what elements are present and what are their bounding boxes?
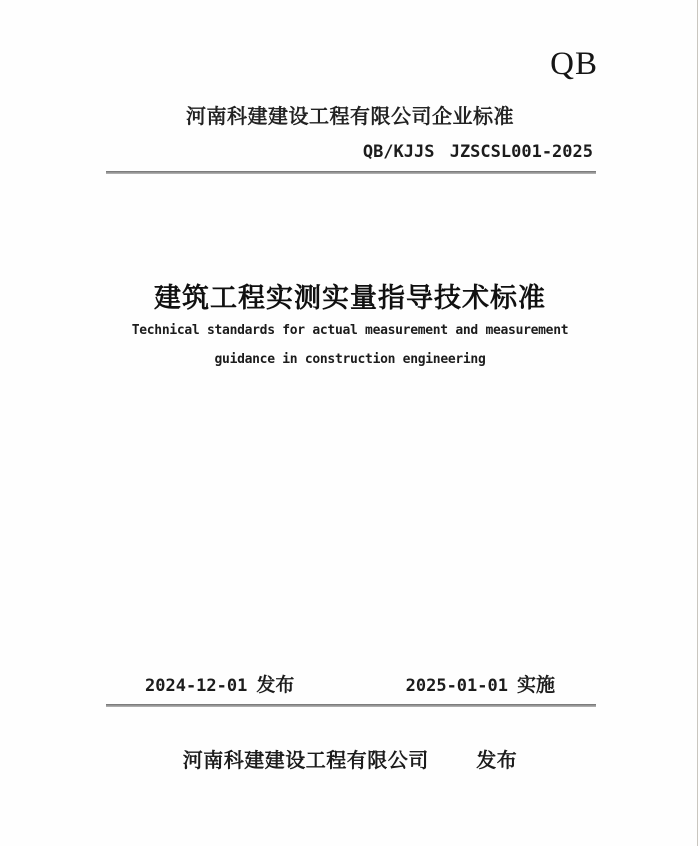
- document-title-en-line2: guidance in construction engineering: [214, 352, 486, 367]
- publish-action-label: 发布: [476, 750, 518, 772]
- implement-date-label: 实施: [516, 675, 555, 696]
- document-title-en-line1: Technical standards for actual measurement and measurement: [131, 323, 569, 338]
- implement-date: 2025-01-01: [405, 676, 508, 696]
- publisher-name: 河南科建建设工程有限公司: [182, 750, 429, 772]
- header-rule: [106, 171, 596, 174]
- footer-rule: [106, 704, 596, 707]
- issue-date: 2024-12-01: [145, 676, 248, 696]
- publisher-row: [0, 744, 700, 773]
- issue-date-label: 发布: [256, 675, 295, 696]
- date-row: [145, 670, 555, 697]
- issue-date-group: [145, 670, 294, 697]
- enterprise-standard-header: 河南科建建设工程有限公司企业标准: [186, 106, 514, 128]
- standard-classification-code: QB: [550, 46, 598, 82]
- standard-number: QB/KJJS JZSCSL001-2025: [362, 142, 593, 162]
- document-title-zh: 建筑工程实测实量指导技术标准: [154, 283, 546, 313]
- implement-date-group: [406, 670, 555, 697]
